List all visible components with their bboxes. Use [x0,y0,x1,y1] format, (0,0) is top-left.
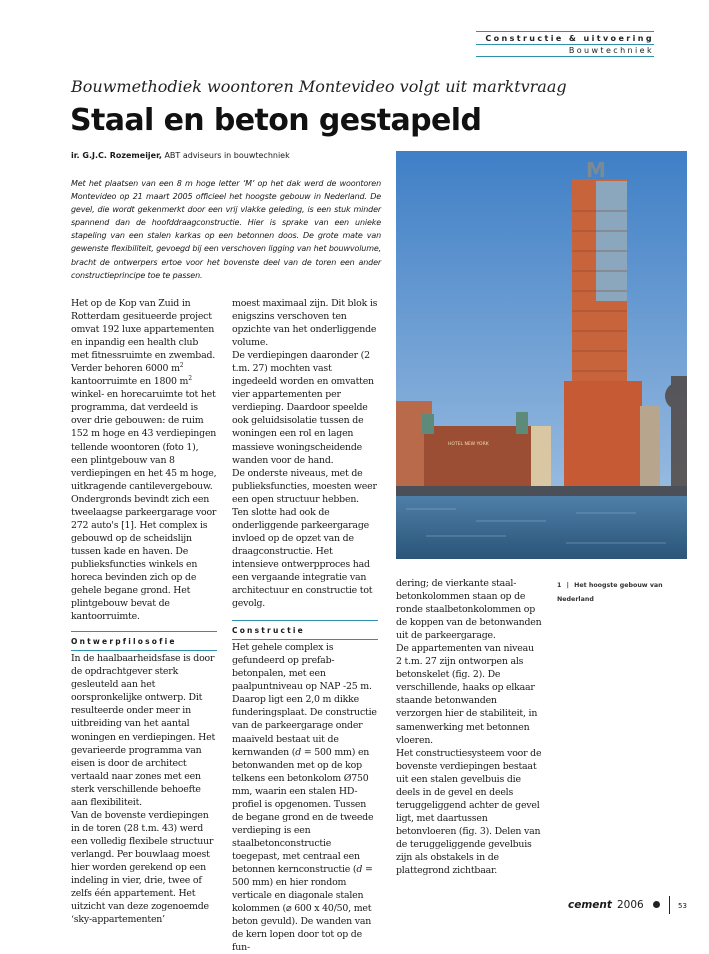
superscript: 2 [188,375,192,383]
body-paragraph [71,297,217,623]
subheading-constructie: Constructie [232,620,378,640]
symbol-d: d [356,863,363,875]
water [396,496,687,559]
author-affiliation: ABT adviseurs in bouwtechniek [164,151,290,160]
body-paragraph: dering; de vierkante staal-betonkolommen staan op de ronde staalbetonkolommen op de koppen van de betonwanden uit de parkeergarage. [396,578,542,642]
author-name: ir. G.J.C. Rozemeijer, [71,151,162,160]
magazine-name: cement [568,899,612,911]
body-text: 600 x 40/50, met beton gevuld). De wanden van de kern lopen door tot op de fun- [232,903,372,954]
body-paragraph: moest maximaal zijn. Dit blok is enigszins verschoven ten opzichte van het onderliggende volume. [232,298,378,349]
body-paragraph: In de haalbaarheidsfase is door de opdrachtgever sterk gesleuteld aan het oorspronkelijke ontwerp. Dit resulteerde onder meer in uitbreiding van het aantal woningen en verdiepingen. Het gevarieerde programma van eisen is door de architect vertaald naar zones met een sterk verschillende behoefte aan flexibiliteit. [71,653,216,808]
header-rule-top [476,31,654,32]
header-rule-bottom [476,56,654,57]
footer-divider [669,896,670,914]
hotel-building [424,426,532,494]
body-paragraph: De appartementen van niveau 2 t.m. 27 zijn ontworpen als betonskelet (fig. 2). De verschillende, haaks op elkaar staande betonwanden verzorgen hier de stabiliteit, in samenwerking met betonnen vloeren. [396,643,538,746]
body-text: Het op de Kop van Zuid in Rotterdam gesitueerde project omvat 192 luxe appartementen en inpandig een health club met fitnessruimte en zwembad. Verder behoren 6000 m [71,298,216,375]
lead-paragraph: Met het plaatsen van een 8 m hoge letter ‘M’ op het dak werd de woontoren Montevideo op 21 maart 2005 officieel het hoogste gebouw in Nederland. De gevel, die wordt gekenmerkt door een vrij vlakke geleding, is een stuk minder spannend dan de hoofddraagconstructie. Hier is sprake van een unieke stapeling van een stalen karkas op een betonnen doos. De grote mate van gewenste flexibiliteit, gevoegd bij een verschoven ligging van het bouwvolume, bracht de ontwerpers ertoe voor het bovenste deel van de toren een ander constructieprincipe toe te passen. [71,179,381,280]
quay [396,486,687,496]
footer-logo-icon [653,901,660,908]
body-paragraph: De verdiepingen daaronder (2 t.m. 27) mochten vast ingedeeld worden en omvatten vier appartementen per verdieping. Daardoor speelde ook geluidsisolatie tussen de woningen een rol en lagen massieve woningscheidende wanden voor de hand. [232,350,374,466]
montevideo-tower-photo [396,151,687,559]
symbol-d: d [295,746,302,758]
text-column-2 [232,297,378,954]
text-column-3 [396,577,542,877]
caption-text: Het hoogste gebouw van Nederland [557,582,663,603]
section-label: Constructie & uitvoering [485,34,654,43]
small-building [531,426,551,494]
superscript: 2 [179,362,184,370]
magazine-year: 2006 [617,899,644,911]
caption-number: 1 [557,582,562,589]
body-paragraph: Van de bovenste verdiepingen in de toren (28 t.m. 43) werd een volledig flexibele structuur verlangd. Per bouwlaag moest hier worden gerekend op een indeling in vier, drie, twee of zelfs één appartement. Het uitzicht van deze zogenoemde ‘sky-appartementen’ [71,809,214,926]
body-paragraph: Het constructiesysteem voor de bovenste verdiepingen bestaat uit een stalen gevelbuis die deels in de gevel en deels teruggeliggend achter de gevel ligt, met daartussen betonvloeren (fig. 3). Delen van de teruggeliggende gevelbuis zijn als obstakels in de plattegrond zichtbaar. [396,747,542,877]
tower-glass-top [596,181,627,301]
body-text: = 500 mm) en hier rondom verticale en diagonale stalen kolommen ( [232,863,373,915]
right-building [640,406,660,491]
hotel-tower-right [516,412,528,434]
symbol-phi: ⌀ [285,903,292,915]
author-line [71,151,290,160]
body-paragraph [232,641,378,954]
hotel-tower-left [422,414,434,434]
body-text: winkel- en horecaruimte tot het programma, dat verdeeld is over drie gebouwen: de ruim 152 m hoge en 43 verdiepingen tellende woontoren (foto 1), een plintgebouw van 8 verdiepingen en het 45 m hoge, uitkragende cantilevergebouw. Ondergronds bevindt zich een tweelaagse parkeergarage voor 272 auto's [1]. Het complex is gebouwd op de scheidslijn tussen kade en haven. De publieksfuncties winkels en horeca bevinden zich op de gehele begane grond. Het plintgebouw bevat de kantoorruimte. [71,389,217,623]
header-rule-mid [476,44,654,45]
page-footer [568,893,687,914]
body-paragraph: De onderste niveaus, met de publieksfuncties, moesten weer een open structuur hebben. Ten slotte had ook de onderliggende parkeergarage invloed op de opzet van de draagconstructie. Het intensieve ontwerpproces had een vergaande integratie van architectuur en constructie tot gevolg. [232,467,377,610]
article-title: Staal en beton gestapeld [70,103,482,138]
subsection-label: Bouwtechniek [568,46,654,55]
body-text: = 500 mm) en betonwanden met op de kop telkens een betonkolom Ø750 mm, waarin een stalen HD-profiel is opgenomen. Tussen de begane grond en de tweede verdieping is een staalbetonconstructie toegepast, met centraal een betonnen kernconstructie ( [232,746,374,875]
caption-separator: | [566,582,569,589]
hotel-sign: HOTEL NEW YORK [448,442,489,447]
page-number: 53 [678,902,687,910]
subheading-ontwerpfilosofie: Ontwerpfilosofie [71,631,217,651]
tower-letter-m: M [586,158,606,182]
lower-block [564,381,642,491]
text-column-1 [71,297,217,926]
article-kicker: Bouwmethodiek woontoren Montevideo volgt uit marktvraag [71,77,567,96]
photo-caption [557,579,687,607]
body-text: Het gehele complex is gefundeerd op prefab-betonpalen, met een paalpuntniveau op NAP -25 m. Daarop ligt een 2,0 m dikke funderingsplaat. De constructie van de parkeergarage onder maaiveld bestaat uit de kernwanden ( [232,642,377,758]
body-text: kantoorruimte en 1800 m [71,376,189,388]
